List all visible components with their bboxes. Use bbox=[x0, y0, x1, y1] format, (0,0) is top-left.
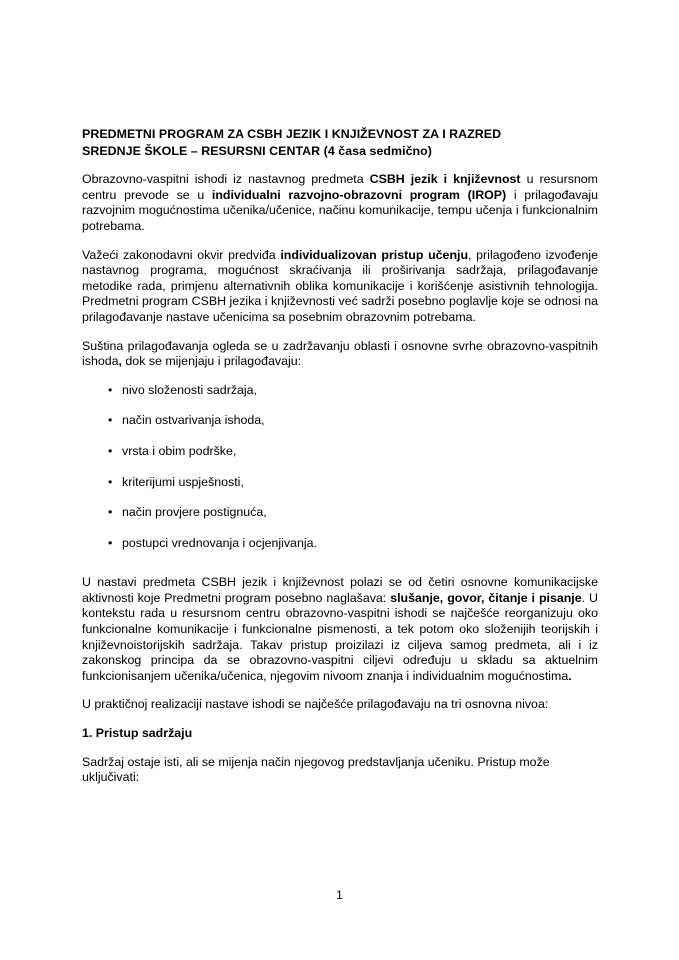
paragraph-communication-activities-bold-skills: slušanje, govor, čitanje i pisanje bbox=[390, 590, 582, 605]
list-item bbox=[82, 505, 598, 521]
paragraph-intro-seg-2: u resursnom centru prevode se u bbox=[82, 172, 598, 202]
paragraph-legal-framework-seg-2: , prilagođeno izvođenje nastavnog programa, mogućnost skraćivanja ili proširivanja sadržaja, prilagođavanje metodike rada, primjenu alternativnih oblika komunikacije i korišćenje asistivnih tehnologija. Predmetni program CSBH jezika i književnosti već sadrži posebno poglavlje koje se odnosi na prilagođavanje nastave učenicima sa posebnim obrazovnim potrebama. bbox=[82, 247, 598, 324]
paragraph-intro-bold-subject: CSBH jezik i književnost bbox=[369, 172, 521, 187]
paragraph-communication-activities-seg-2: . U kontekstu rada u resursnom centru obrazovno-vaspitni ishodi se najčešće reorganizuju oko funkcionalne komunikacije i funkcionalne pismenosti, a tek potom oko složenijih teorijskih i književnoistorijskih sadržaja. Takav pristup proizilazi iz ciljeva samog predmeta, ali i iz zakonskog principa da se obrazovno-vaspitni ciljevi određuju u skladu sa aktuelnim funkcionisanjem učenika/učenica, njegovim nivoom znanja i individualnim mogućnostima bbox=[82, 590, 599, 683]
paragraph-communication-activities-bold-period: . bbox=[568, 668, 572, 683]
list-spacer bbox=[82, 561, 598, 562]
paragraph-adaptation-essence-seg-2: dok se mijenjaju i prilagođavaju: bbox=[121, 354, 302, 369]
list-item bbox=[82, 444, 598, 460]
list-item-label: kriterijumi uspješnosti, bbox=[122, 474, 244, 489]
paragraph-content-approach-body: Sadržaj ostaje isti, ali se mijenja način njegovog predstavljanja učeniku. Pristup može uključivati: bbox=[82, 754, 550, 785]
page-title bbox=[82, 126, 598, 159]
bullet-icon: • bbox=[108, 474, 113, 489]
paragraph-intro bbox=[82, 172, 598, 234]
paragraph-intro-bold-irop: individualni razvojno-obrazovni program (IROP) bbox=[211, 187, 507, 202]
paragraph-adaptation-essence-bold-comma: , bbox=[118, 354, 122, 369]
paragraph-intro-seg-3: i prilagođavaju razvojnim mogućnostima učenika/učenice, načinu komunikacije, tempu učenja i funkcionalnim potrebama. bbox=[82, 187, 598, 233]
list-item-label: način provjere postignuća, bbox=[122, 505, 267, 520]
page-title-line-2: SREDNJE ŠKOLE – RESURSNI CENTAR (4 časa sedmično) bbox=[82, 143, 432, 158]
page-number: 1 bbox=[336, 888, 343, 902]
bullet-icon: • bbox=[108, 382, 113, 397]
page-title-line-1: PREDMETNI PROGRAM ZA CSBH JEZIK I KNJIŽEVNOST ZA I RAZRED bbox=[82, 127, 502, 141]
paragraph-legal-framework-bold: individualizovan pristup učenju bbox=[280, 247, 469, 262]
paragraph-communication-activities bbox=[82, 575, 598, 684]
paragraph-legal-framework-seg-1: Važeći zakonodavni okvir predviđa bbox=[82, 247, 281, 262]
list-item bbox=[82, 475, 598, 491]
bullet-icon: • bbox=[108, 535, 113, 550]
list-item-label: vrsta i obim podrške, bbox=[122, 443, 237, 458]
list-item bbox=[82, 413, 598, 429]
paragraph-three-levels: U praktičnoj realizaciji nastave ishodi se najčešće prilagođavaju na tri osnovna nivoa: bbox=[82, 697, 549, 712]
paragraph-adaptation-essence bbox=[82, 339, 598, 370]
document-body bbox=[82, 126, 598, 799]
list-item bbox=[82, 536, 598, 552]
bullet-icon: • bbox=[108, 413, 113, 428]
list-item-label: način ostvarivanja ishoda, bbox=[122, 413, 265, 428]
paragraph-communication-activities-seg-1: U nastavi predmeta CSBH jezik i književnost polazi se od četiri osnovne komunikacijske aktivnosti koje Predmetni program posebno naglašava: bbox=[82, 575, 598, 605]
paragraph-adaptation-essence-seg-1: Suština prilagođavanja ogleda se u zadržavanju oblasti i osnovne svrhe obrazovno-vaspitnih ishoda bbox=[82, 338, 598, 369]
paragraph-intro-seg-1: Obrazovno-vaspitni ishodi iz nastavnog predmeta bbox=[82, 172, 370, 187]
list-item bbox=[82, 383, 598, 399]
paragraph-legal-framework bbox=[82, 248, 598, 326]
list-item-label: postupci vrednovanja i ocjenjivanja. bbox=[122, 535, 317, 550]
section-heading-content-approach: 1. Pristup sadržaju bbox=[82, 726, 193, 741]
list-item-label: nivo složenosti sadržaja, bbox=[122, 382, 257, 397]
bullet-icon: • bbox=[108, 443, 113, 458]
adaptation-aspects-list bbox=[82, 383, 598, 552]
bullet-icon: • bbox=[108, 505, 113, 520]
